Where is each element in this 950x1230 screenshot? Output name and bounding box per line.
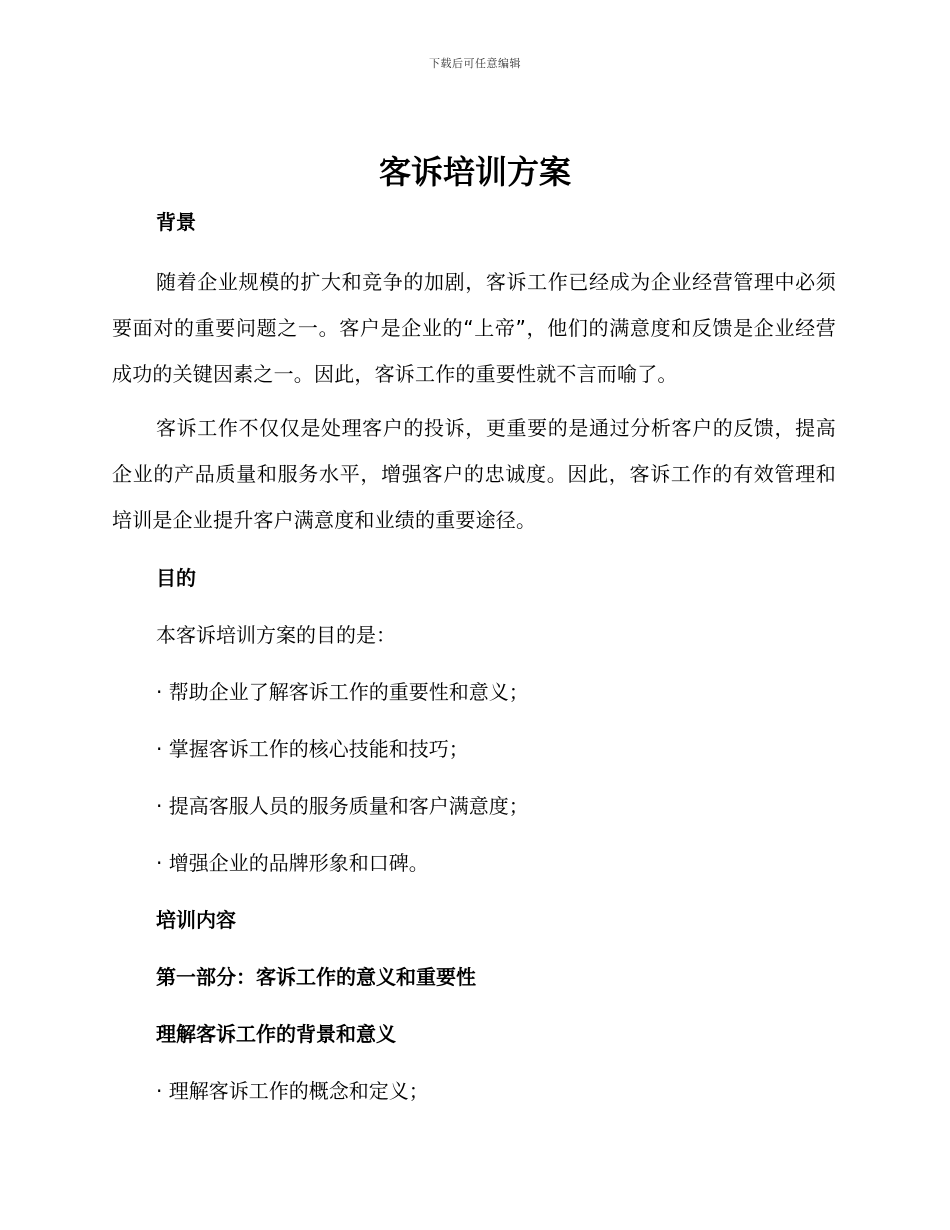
document-title: 客诉培训方案 — [378, 153, 571, 191]
part1-heading: 第一部分：客诉工作的意义和重要性 — [156, 965, 476, 989]
page-header-note: 下载后可任意编辑 — [429, 57, 521, 70]
purpose-list-item: · 提高客服人员的服务质量和客户满意度； — [156, 794, 529, 818]
section-heading-content: 培训内容 — [156, 908, 236, 932]
section-heading-background: 背景 — [156, 210, 196, 234]
document-body — [112, 204, 836, 1105]
paragraph-background-2: 客诉工作不仅仅是处理客户的投诉，更重要的是通过分析客户的反馈，提高企业的产品质量和服务水平，增强客户的忠诚度。因此，客诉工作的有效管理和培训是企业提升客户满意度和业绩的重要途径。 — [112, 416, 836, 532]
purpose-intro: 本客诉培训方案的目的是： — [156, 623, 396, 647]
part1-list-item: · 理解客诉工作的概念和定义； — [156, 1079, 429, 1103]
part1-sub-heading: 理解客诉工作的背景和意义 — [156, 1022, 396, 1046]
purpose-list-item: · 增强企业的品牌形象和口碑。 — [156, 851, 429, 875]
section-heading-purpose: 目的 — [156, 566, 196, 590]
purpose-list-item: · 掌握客诉工作的核心技能和技巧； — [156, 737, 469, 761]
purpose-list-item: · 帮助企业了解客诉工作的重要性和意义； — [156, 680, 529, 704]
paragraph-background-1: 随着企业规模的扩大和竞争的加剧，客诉工作已经成为企业经营管理中必须要面对的重要问题之一。客户是企业的“上帝”，他们的满意度和反馈是企业经营成功的关键因素之一。因此，客诉工作的重要性就不言而喻了。 — [112, 270, 836, 386]
